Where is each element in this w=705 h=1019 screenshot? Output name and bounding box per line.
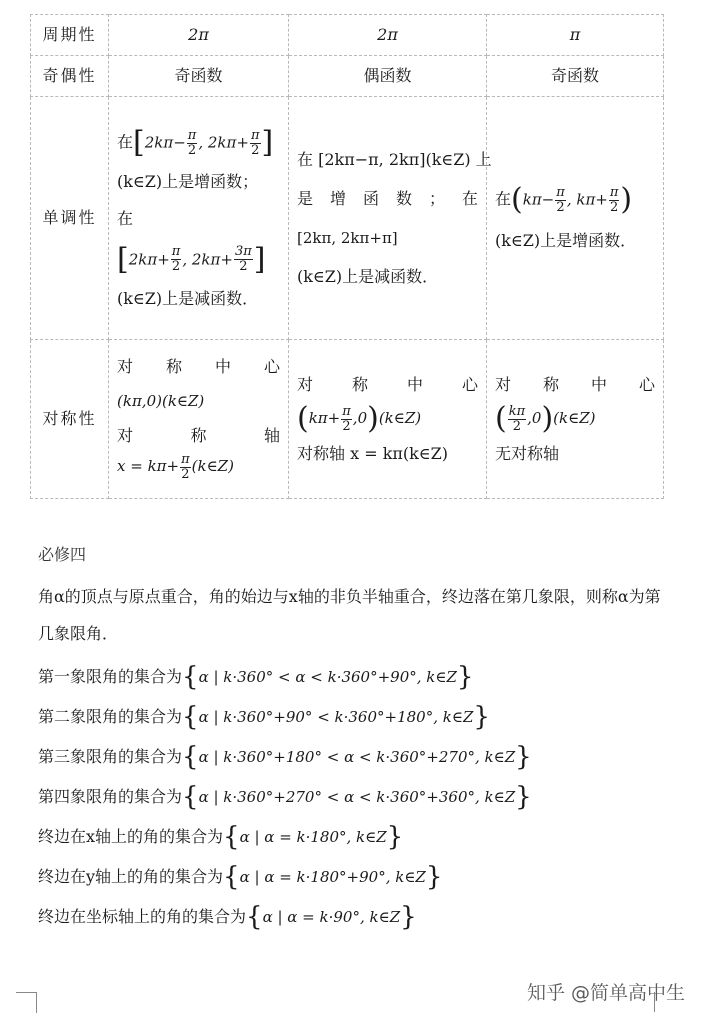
monotonicity-cos (289, 97, 492, 340)
set-line-q4: 第四象限角的集合为{α | k·360°+270° < α < k·360°+360°, k∈Z} (38, 782, 532, 812)
decreasing-note: (k∈Z)上是减函数． (117, 288, 259, 308)
fraction: $\frac{\pi}{2}$ (609, 185, 619, 215)
spread-line: 对 称 轴 (117, 425, 280, 445)
set-line-q3: 第三象限角的集合为{α | k·360°+180° < α < k·360°+270°, k∈Z} (38, 742, 532, 772)
interval-start: 2kπ− (144, 133, 186, 152)
fraction: $\frac{\pi}{2}$ (556, 185, 565, 215)
interval-mid: , 2kπ+ (182, 250, 233, 269)
monotonicity-sin: 在[2kπ− $\frac{\pi}{2}$ , 2kπ+ $\frac{\pi}{2}$ ] (k∈Z)上是增函数； 在 [2kπ+ $\frac{\pi}{2}$ , 2kπ+ $\frac{3\pi}{2}$ ] (k∈Z)上是减函数． (109, 97, 289, 340)
text-zai: 在 (117, 132, 134, 152)
tan-inc-note: (k∈Z)上是增函数． (495, 231, 637, 251)
spread-line: 对 称 中 心 (297, 374, 478, 394)
spread-line: 对 称 中 心 (495, 374, 655, 394)
parity-cos: 偶函数 (289, 56, 487, 97)
cos-center: (kπ+ $\frac{\pi}{2}$ ,0)(k∈Z) (297, 401, 422, 436)
row-label-symmetry: 对称性 (31, 340, 109, 499)
set-line-q1: 第一象限角的集合为{α | k·360° < α < k·360°+90°, k∈Z} (38, 662, 474, 692)
period-tan: π (487, 15, 664, 56)
cos-dec-interval: [2kπ, 2kπ+π] (297, 228, 398, 247)
set-line-q2: 第二象限角的集合为{α | k·360°+90° < k·360°+180°, k∈Z} (38, 702, 490, 732)
cos-dec-note: (k∈Z)上是减函数． (297, 266, 439, 286)
symmetry-sin (109, 340, 289, 499)
watermark: 知乎 @简单高中生 (526, 982, 685, 1004)
set-line-y-axis: 终边在y轴上的角的集合为{α | α = k·180°+90°, k∈Z} (38, 862, 443, 892)
table-row-period (31, 15, 664, 56)
fraction: $\frac{\pi}{2}$ (187, 128, 197, 158)
symmetry-tan (487, 340, 664, 499)
fraction: $\frac{k\pi}{2}$ (508, 403, 526, 434)
cos-spread-line: 是 增 函 数 ； 在 (297, 189, 478, 209)
cos-axis: 对称轴 x = kπ(k∈Z) (297, 444, 449, 463)
row-label-parity: 奇偶性 (31, 56, 109, 97)
period-sin: 2π (109, 15, 289, 56)
period-cos: 2π (289, 15, 487, 56)
text-zai: 在 (495, 189, 512, 209)
fraction: $\frac{3\pi}{2}$ (234, 244, 252, 275)
table-row-parity (31, 56, 664, 97)
sin-center: (kπ,0)(k∈Z) (117, 391, 205, 410)
table-row-monotonicity (31, 97, 664, 340)
cos-inc-interval: 在 [2kπ−π, 2kπ](k∈Z) 上 (297, 150, 492, 170)
set-line-x-axis: 终边在x轴上的角的集合为{α | α = k·180°, k∈Z} (38, 822, 404, 852)
interval-start: kπ− (522, 190, 555, 209)
row-label-monotonicity: 单调性 (31, 97, 109, 340)
trig-properties-table (30, 14, 664, 499)
page-corner-mark (16, 992, 37, 1013)
parity-tan: 奇函数 (487, 56, 664, 97)
interval-mid: , kπ+ (566, 190, 608, 209)
increasing-note: (k∈Z)上是增函数； (117, 172, 259, 192)
row-label-period: 周期性 (31, 15, 109, 56)
fraction: $\frac{\pi}{2}$ (342, 403, 351, 434)
sin-axis: x = kπ+ $\frac{\pi}{2}$ (k∈Z) (117, 452, 234, 482)
section-title: 必修四 (38, 545, 87, 564)
set-line-axes: 终边在坐标轴上的角的集合为{α | α = k·90°, k∈Z} (38, 902, 417, 932)
parity-sin: 奇函数 (109, 56, 289, 97)
monotonicity-tan: 在(kπ− $\frac{\pi}{2}$ , kπ+ $\frac{\pi}{2}$ ) (k∈Z)上是增函数． (487, 97, 664, 340)
fraction: $\frac{\pi}{2}$ (250, 128, 260, 158)
text-zai-2: 在 (117, 209, 134, 229)
tan-no-axis: 无对称轴 (495, 444, 560, 463)
fraction: $\frac{\pi}{2}$ (181, 452, 190, 482)
intro-paragraph: 角α的顶点与原点重合，角的始边与x轴的非负半轴重合，终边落在第几象限，则称α为第几象限角． (38, 587, 661, 643)
spread-line: 对 称 中 心 (117, 356, 280, 376)
symmetry-cos (289, 340, 487, 499)
interval-mid: , 2kπ+ (198, 133, 249, 152)
tan-center: ( $\frac{k\pi}{2}$ ,0)(k∈Z) (495, 401, 596, 436)
page-corner-mark (654, 992, 675, 1012)
table-row-symmetry (31, 340, 664, 499)
interval-start: 2kπ+ (128, 250, 170, 269)
fraction: $\frac{\pi}{2}$ (171, 244, 181, 275)
